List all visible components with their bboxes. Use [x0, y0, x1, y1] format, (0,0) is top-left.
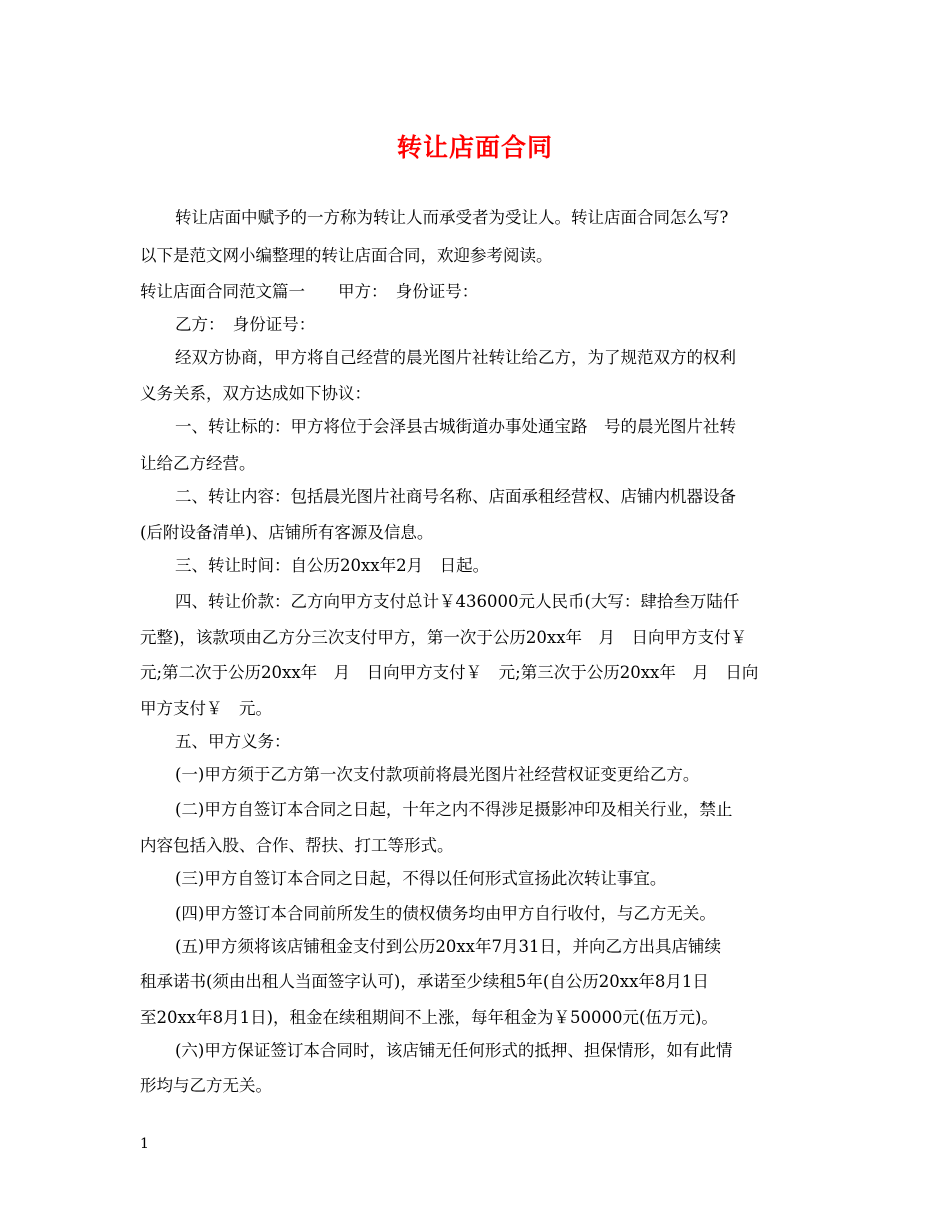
paragraph-line: (后附设备清单)、店铺所有客源及信息。 [140, 523, 434, 542]
paragraph-line: 让给乙方经营。 [140, 454, 256, 473]
paragraph-line: 甲方支付￥ 元。 [140, 699, 272, 718]
paragraph-line: (三)甲方自签订本合同之日起，不得以任何形式宣扬此次转让事宜。 [175, 869, 667, 888]
paragraph-line: 至20xx年8月1日)，租金在续租期间不上涨，每年租金为￥50000元(伍万元)。 [140, 1008, 718, 1027]
paragraph-line: (二)甲方自签订本合同之日起，十年之内不得涉足摄影冲印及相关行业，禁止 [175, 800, 733, 819]
document-title: 转让店面合同 [396, 133, 553, 162]
paragraph-line: 义务关系，双方达成如下协议： [140, 384, 371, 403]
paragraph-line: 形均与乙方无关。 [140, 1076, 272, 1095]
paragraph-line: 五、甲方义务： [175, 732, 291, 751]
page-number: 1 [140, 1136, 149, 1152]
paragraph-line: (六)甲方保证签订本合同时，该店铺无任何形式的抵押、担保情形，如有此情 [175, 1041, 733, 1060]
paragraph-line: 乙方： 身份证号： [175, 315, 316, 334]
paragraph-line: 转让店面中赋予的一方称为转让人而承受者为受让人。转让店面合同怎么写? [175, 208, 729, 227]
paragraph-line: 租承诺书(须由出租人当面签字认可)，承诺至少续租5年(自公历20xx年8月1日 [140, 972, 709, 991]
paragraph-line: 元;第二次于公历20xx年 月 日向甲方支付￥ 元;第三次于公历20xx年 月 日向 [140, 663, 759, 682]
paragraph-line: 四、转让价款：乙方向甲方支付总计￥436000元人民币(大写：肆拾叁万陆仟 [175, 592, 740, 611]
paragraph-line: 三、转让时间：自公历20xx年2月 日起。 [175, 556, 490, 575]
paragraph-line: 转让店面合同范文篇一 甲方： 身份证号： [140, 282, 479, 301]
paragraph-line: (一)甲方须于乙方第一次支付款项前将晨光图片社经营权证变更给乙方。 [175, 765, 700, 784]
paragraph-line: (五)甲方须将该店铺租金支付到公历20xx年7月31日，并向乙方出具店铺续 [175, 937, 721, 956]
paragraph-line: 二、转让内容：包括晨光图片社商号名称、店面承租经营权、店铺内机器设备 [175, 487, 736, 506]
paragraph-line: 经双方协商，甲方将自己经营的晨光图片社转让给乙方，为了规范双方的权利 [175, 348, 736, 367]
paragraph-line: (四)甲方签订本合同前所发生的债权债务均由甲方自行收付，与乙方无关。 [175, 904, 716, 923]
paragraph-line: 以下是范文网小编整理的转让店面合同，欢迎参考阅读。 [140, 246, 553, 265]
paragraph-line: 内容包括入股、合作、帮扶、打工等形式。 [140, 836, 454, 855]
paragraph-line: 一、转让标的：甲方将位于会泽县古城街道办事处通宝路 号的晨光图片社转 [175, 417, 736, 436]
paragraph-line: 元整)，该款项由乙方分三次支付甲方，第一次于公历20xx年 月 日向甲方支付￥ [140, 628, 748, 647]
